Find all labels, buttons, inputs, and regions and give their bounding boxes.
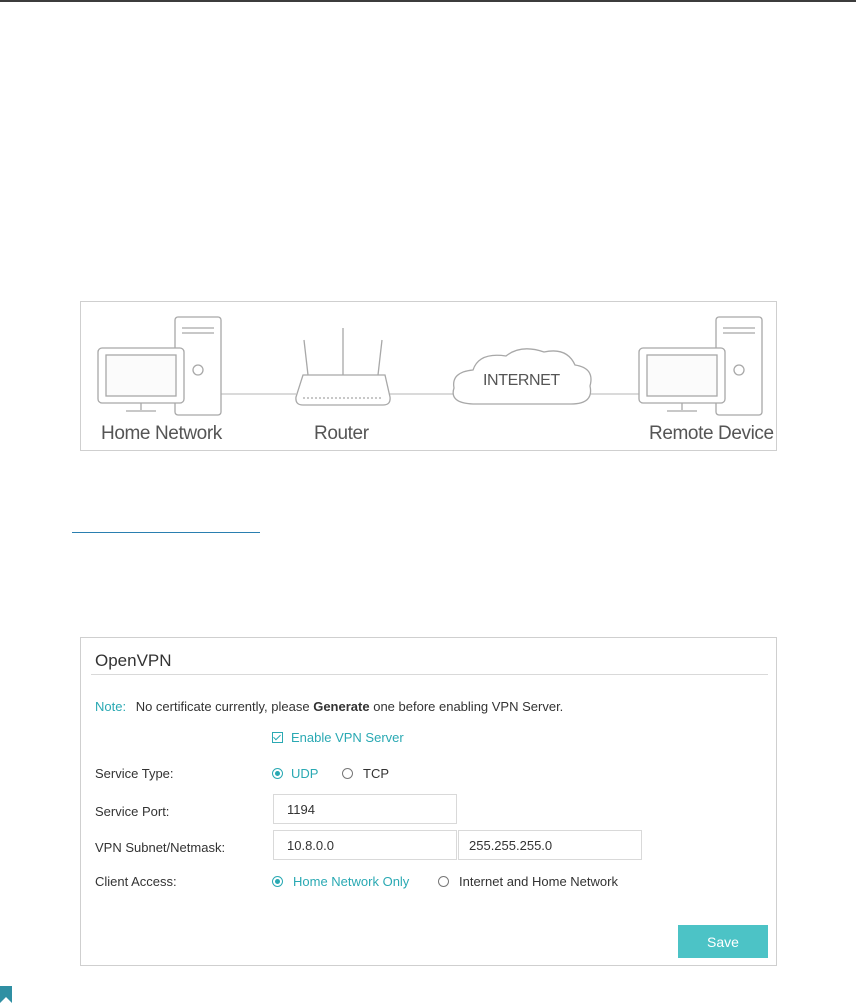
openvpn-panel (80, 637, 777, 966)
radio-internet-and-home[interactable] (438, 876, 449, 887)
note-text-before: No certificate currently, please (135, 699, 310, 714)
note-generate-bold: Generate (313, 699, 370, 714)
radio-home-network-only-label[interactable]: Home Network Only (293, 874, 410, 889)
subnet-input[interactable] (273, 830, 457, 860)
netmask-input[interactable] (458, 830, 642, 860)
radio-tcp-label[interactable]: TCP (363, 766, 389, 781)
label-remote-device: Remote Device (649, 423, 774, 444)
router-icon (296, 328, 390, 405)
radio-internet-and-home-label[interactable]: Internet and Home Network (459, 874, 618, 889)
enable-vpn-checkbox[interactable] (272, 732, 283, 743)
service-port-input[interactable] (273, 794, 457, 824)
radio-udp-label[interactable]: UDP (291, 766, 319, 781)
label-home-network: Home Network (101, 423, 222, 444)
top-rule (0, 0, 856, 2)
panel-divider (91, 674, 768, 675)
network-diagram (80, 301, 777, 451)
service-port-label: Service Port: (95, 804, 170, 819)
label-internet: INTERNET (483, 372, 560, 389)
label-router: Router (314, 423, 369, 444)
radio-tcp[interactable] (342, 768, 353, 779)
note-text-after: one before enabling VPN Server. (373, 699, 564, 714)
radio-home-network-only[interactable] (272, 876, 283, 887)
bookmark-icon (0, 986, 12, 1003)
link-underline[interactable] (72, 532, 260, 533)
save-button[interactable]: Save (678, 925, 768, 958)
certificate-note (95, 699, 563, 714)
enable-vpn-label[interactable]: Enable VPN Server (291, 730, 404, 745)
panel-title: OpenVPN (95, 651, 172, 670)
desktop-computer-icon (639, 317, 762, 415)
note-label: Note: (95, 699, 127, 714)
desktop-computer-icon (98, 317, 221, 415)
service-type-label: Service Type: (95, 766, 174, 781)
client-access-label: Client Access: (95, 874, 177, 889)
radio-udp[interactable] (272, 768, 283, 779)
subnet-netmask-label: VPN Subnet/Netmask: (95, 840, 226, 855)
